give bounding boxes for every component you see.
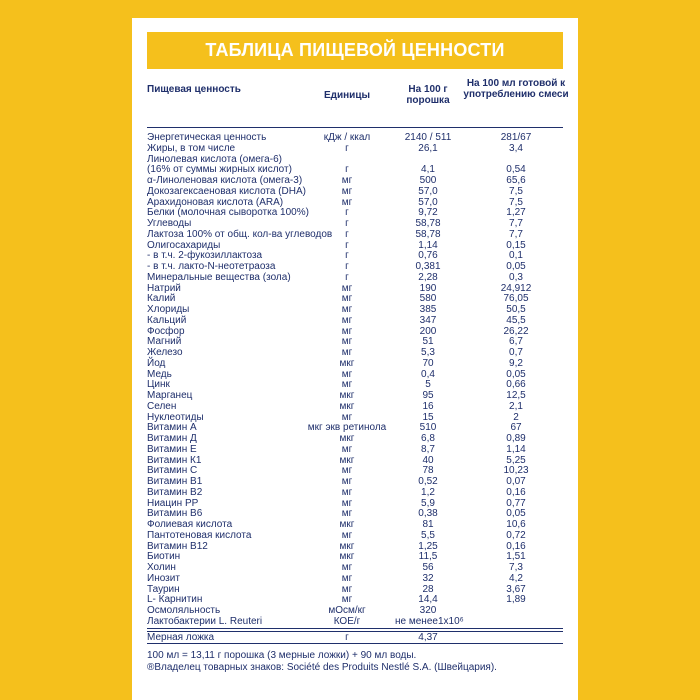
cell-per-100g: 58,78 (415, 218, 441, 229)
cell-per-100g: 32 (422, 572, 434, 584)
cell-per-100ml: 76,05 (503, 293, 529, 305)
cell-unit: г (345, 207, 349, 219)
cell-per-100g: 81 (422, 519, 434, 530)
table-row (147, 284, 563, 295)
header-per-100g: На 100 г порошка (406, 84, 450, 106)
cell-per-100g: 4,37 (418, 631, 438, 643)
cell-unit: г (345, 239, 349, 251)
table-row (147, 434, 563, 445)
cell-per-100g: 56 (422, 562, 434, 573)
table-row (147, 316, 563, 327)
cell-per-100ml: 10,6 (506, 519, 526, 530)
header-unit: Единицы (323, 90, 371, 101)
table-row (147, 488, 563, 499)
cell-name: Железо (147, 347, 183, 358)
cell-name: (16% от суммы жирных кислот) (147, 164, 292, 176)
cell-per-100ml: 0,66 (506, 379, 526, 391)
cell-per-100g: 70 (422, 357, 434, 369)
cell-unit: мг (341, 443, 353, 455)
cell-unit: г (345, 250, 349, 262)
cell-unit: мг (341, 368, 353, 380)
cell-name: Витамин Д (147, 433, 197, 444)
cell-per-100g: 8,7 (421, 443, 435, 455)
cell-per-100g: 0,52 (418, 476, 438, 487)
cell-unit: мг (341, 336, 353, 348)
cell-per-100ml: 1,27 (506, 207, 526, 219)
table-row (147, 542, 563, 553)
cell-per-100ml: 7,5 (509, 196, 523, 208)
cell-per-100ml: 0,15 (506, 239, 526, 251)
cell-name: Медь (147, 368, 172, 380)
cell-unit: мг (341, 379, 353, 391)
cell-unit: мкг (339, 357, 355, 369)
table-row (147, 370, 563, 381)
cell-unit: мкг (339, 400, 355, 412)
cell-per-100ml: 1,14 (506, 443, 526, 455)
cell-unit: г (345, 631, 349, 643)
cell-per-100ml: 7,7 (509, 228, 523, 240)
cell-unit: мкг экв ретинола (307, 422, 387, 434)
cell-per-100ml: 0,7 (509, 347, 523, 358)
cell-per-100ml: 0,77 (506, 497, 526, 509)
cell-name: Витамин В6 (147, 508, 203, 520)
cell-unit: мг (341, 282, 353, 294)
cell-per-100g: 4,1 (421, 164, 435, 176)
cell-name: Энергетическая ценность (147, 132, 267, 143)
table-row (147, 230, 563, 241)
cell-per-100ml: 1,51 (506, 551, 526, 563)
header-name: Пищевая ценность (147, 84, 241, 95)
cell-unit: г (345, 271, 349, 283)
cell-name: Витамин В12 (147, 540, 208, 552)
cell-per-100g: 28 (422, 583, 434, 595)
cell-unit: г (345, 142, 349, 154)
cell-unit: мкг (339, 433, 355, 444)
cell-per-100g: 0,4 (421, 368, 435, 380)
cell-per-100g: 510 (419, 422, 437, 434)
cell-name: Арахидоновая кислота (ARA) (147, 196, 284, 208)
table-row (147, 617, 563, 629)
cell-name: Докозагексаеновая кислота (DHA) (147, 185, 306, 197)
table-row (147, 423, 563, 434)
cell-unit: мг (341, 411, 353, 423)
cell-name: Холин (147, 562, 176, 573)
cell-name: Ниацин РР (147, 497, 199, 509)
table-header (147, 78, 569, 128)
cell-name: Мерная ложка (147, 631, 215, 643)
cell-name: Биотин (147, 551, 181, 563)
table-row (147, 294, 563, 305)
cell-name: Олигосахариды (147, 239, 221, 251)
cell-name: Лактобактерии L. Reuteri (147, 615, 263, 627)
cell-per-100g: 51 (422, 336, 434, 348)
cell-name: Пантотеновая кислота (147, 529, 252, 541)
cell-unit: мг (341, 572, 353, 584)
table-row (147, 305, 563, 316)
cell-per-100ml: 7,7 (509, 218, 523, 229)
cell-per-100ml: 0,1 (509, 250, 523, 262)
cell-per-100g: 200 (419, 325, 437, 337)
cell-per-100ml: 7,5 (509, 185, 523, 197)
cell-name: Витамин В2 (147, 486, 203, 498)
cell-name: Нуклеотиды (147, 411, 204, 423)
cell-unit: г (345, 228, 349, 240)
cell-name: Кальций (147, 314, 187, 326)
cell-unit: мкг (339, 454, 355, 466)
cell-unit: КОЕ/г (333, 615, 361, 627)
table-row (147, 208, 563, 219)
cell-per-100ml: 65,6 (506, 175, 526, 186)
footnote-trademark: ®Владелец товарных знаков: Société des Produits Nestlé S.A. (Швейцария). (147, 662, 497, 674)
cell-name: Селен (147, 400, 177, 412)
cell-unit: мг (341, 314, 353, 326)
cell-per-100g: 347 (419, 314, 437, 326)
cell-unit: мг (341, 293, 353, 305)
cell-per-100g: 500 (419, 175, 437, 186)
cell-unit: мг (341, 196, 353, 208)
cell-unit: мг (341, 583, 353, 595)
cell-unit: г (345, 218, 349, 229)
cell-per-100ml: 2 (513, 411, 519, 423)
table-row (147, 359, 563, 370)
cell-name: Магний (147, 336, 182, 348)
cell-per-100g: 2,28 (418, 271, 438, 283)
cell-per-100ml: 281/67 (500, 132, 532, 143)
cell-per-100g: 9,72 (418, 207, 438, 219)
table-row (147, 499, 563, 510)
table-row (147, 348, 563, 359)
spoon-section (147, 631, 563, 645)
cell-per-100g: 5,9 (421, 497, 435, 509)
cell-per-100ml: 9,2 (509, 357, 523, 369)
table-row (147, 273, 563, 284)
cell-per-100g: 15 (422, 411, 434, 423)
cell-per-100g: 5,5 (421, 529, 435, 541)
table-body (147, 133, 563, 629)
cell-per-100ml: 0,05 (506, 261, 526, 272)
cell-unit: мг (341, 476, 353, 487)
cell-per-100g: 1,25 (418, 540, 438, 552)
cell-unit: мОсм/кг (328, 605, 366, 616)
table-row (147, 456, 563, 467)
table-row (147, 574, 563, 585)
cell-per-100g: 0,76 (418, 250, 438, 262)
cell-unit: мг (341, 508, 353, 520)
cell-per-100g: не менее1х10⁶ (395, 615, 464, 627)
cell-name: Цинк (147, 379, 170, 391)
cell-per-100ml: 0,54 (506, 164, 526, 176)
cell-per-100g: 320 (419, 605, 437, 616)
cell-unit: мг (341, 497, 353, 509)
cell-per-100ml: 0,72 (506, 529, 526, 541)
cell-per-100g: 0,381 (415, 261, 441, 272)
cell-per-100g: 57,0 (418, 185, 438, 197)
table-row (147, 445, 563, 456)
cell-per-100g: 95 (422, 390, 434, 401)
page-title: ТАБЛИЦА ПИЩЕВОЙ ЦЕННОСТИ (205, 40, 505, 60)
cell-name: α-Линоленовая кислота (омега-3) (147, 175, 303, 186)
cell-per-100g: 5,3 (421, 347, 435, 358)
cell-per-100g: 385 (419, 304, 437, 315)
cell-per-100ml: 50,5 (506, 304, 526, 315)
cell-per-100ml: 0,05 (506, 508, 526, 520)
cell-name: Углеводы (147, 218, 192, 229)
cell-per-100g: 57,0 (418, 196, 438, 208)
cell-per-100ml: 4,2 (509, 572, 523, 584)
cell-unit: мг (341, 304, 353, 315)
cell-name: Белки (молочная сыворотка 100%) (147, 207, 309, 219)
cell-name: Витамин В1 (147, 476, 203, 487)
cell-per-100ml: 10,23 (503, 465, 529, 477)
cell-name: Таурин (147, 583, 180, 595)
cell-per-100g: 580 (419, 293, 437, 305)
cell-unit: мкг (339, 390, 355, 401)
cell-per-100g: 1,2 (421, 486, 435, 498)
cell-unit: мкг (339, 551, 355, 563)
cell-per-100ml: 0,89 (506, 433, 526, 444)
table-row (147, 531, 563, 542)
cell-unit: мг (341, 175, 353, 186)
cell-per-100g: 26,1 (418, 142, 438, 154)
cell-per-100g: 16 (422, 400, 434, 412)
cell-per-100ml: 0,3 (509, 271, 523, 283)
cell-per-100ml: 0,07 (506, 476, 526, 487)
cell-per-100g: 1,14 (418, 239, 438, 251)
cell-name: Линолевая кислота (омега-6) (147, 153, 282, 165)
table-row (147, 327, 563, 338)
cell-per-100g: 0,38 (418, 508, 438, 520)
cell-per-100g: 78 (422, 465, 434, 477)
cell-per-100g: 2140 / 511 (404, 132, 452, 143)
cell-unit: мг (341, 594, 353, 606)
table-row (147, 563, 563, 574)
cell-name: Витамин А (147, 422, 197, 434)
cell-name: Калий (147, 293, 176, 305)
cell-name: Фосфор (147, 325, 185, 337)
cell-per-100ml: 1,89 (506, 594, 526, 606)
header-per-100ml: На 100 мл готовой к употреблению смеси (463, 78, 569, 100)
cell-per-100g: 40 (422, 454, 434, 466)
cell-per-100ml: 26,22 (503, 325, 529, 337)
cell-name: L- Карнитин (147, 594, 203, 606)
cell-name: Витамин Е (147, 443, 197, 455)
footnotes (147, 650, 563, 674)
cell-unit: мкг (339, 540, 355, 552)
cell-name: Жиры, в том числе (147, 142, 236, 154)
cell-unit: мг (341, 529, 353, 541)
cell-unit: мг (341, 185, 353, 197)
cell-per-100g: 11,5 (418, 551, 438, 563)
table-row (147, 585, 563, 596)
cell-name: Натрий (147, 282, 181, 294)
cell-name: Марганец (147, 390, 193, 401)
cell-name: Хлориды (147, 304, 190, 315)
cell-unit: мг (341, 562, 353, 573)
table-row-spoon (147, 632, 563, 645)
nutrition-card (132, 18, 578, 700)
cell-name: - в т.ч. 2-фукозиллактоза (147, 250, 263, 262)
cell-name: Инозит (147, 572, 180, 584)
table-row (147, 391, 563, 402)
cell-per-100g: 58,78 (415, 228, 441, 240)
cell-unit: мкг (339, 519, 355, 530)
cell-unit: г (345, 164, 349, 176)
cell-name: Йод (147, 357, 166, 369)
cell-name: - в т.ч. лакто-N-неотетраоза (147, 261, 276, 272)
cell-per-100ml: 6,7 (509, 336, 523, 348)
cell-name: Фолиевая кислота (147, 519, 233, 530)
cell-per-100ml: 2,1 (509, 400, 523, 412)
table-row (147, 337, 563, 348)
cell-name: Лактоза 100% от общ. кол-ва углеводов (147, 228, 333, 240)
cell-name: Минеральные вещества (зола) (147, 271, 291, 283)
cell-unit: мг (341, 465, 353, 477)
cell-per-100ml: 12,5 (506, 390, 526, 401)
cell-unit: кДж / ккал (323, 132, 371, 143)
cell-per-100ml: 0,16 (506, 486, 526, 498)
table-row (147, 552, 563, 563)
table-row (147, 144, 563, 155)
cell-per-100g: 5 (425, 379, 431, 391)
cell-per-100g: 190 (419, 282, 437, 294)
table-row (147, 466, 563, 477)
cell-per-100ml: 24,912 (500, 282, 532, 294)
cell-per-100g: 14,4 (418, 594, 438, 606)
cell-per-100ml: 7,3 (509, 562, 523, 573)
cell-per-100ml: 67 (510, 422, 522, 434)
cell-name: Осмоляльность (147, 605, 221, 616)
cell-per-100ml: 3,67 (506, 583, 526, 595)
cell-per-100g: 6,8 (421, 433, 435, 444)
table-row (147, 477, 563, 488)
table-row (147, 187, 563, 198)
cell-name: Витамин С (147, 465, 198, 477)
cell-unit: мг (341, 325, 353, 337)
cell-per-100ml: 5,25 (506, 454, 526, 466)
cell-unit: г (345, 261, 349, 272)
cell-unit: мг (341, 347, 353, 358)
table-row (147, 402, 563, 413)
cell-per-100ml: 0,05 (506, 368, 526, 380)
cell-per-100ml: 3,4 (509, 142, 523, 154)
cell-unit: мг (341, 486, 353, 498)
cell-per-100ml: 45,5 (506, 314, 526, 326)
cell-per-100ml: 0,16 (506, 540, 526, 552)
title-bar (147, 32, 563, 69)
table-row (147, 380, 563, 391)
footnote-serving: 100 мл = 13,11 г порошка (3 мерные ложки) + 90 мл воды. (147, 650, 417, 662)
cell-name: Витамин К1 (147, 454, 202, 466)
